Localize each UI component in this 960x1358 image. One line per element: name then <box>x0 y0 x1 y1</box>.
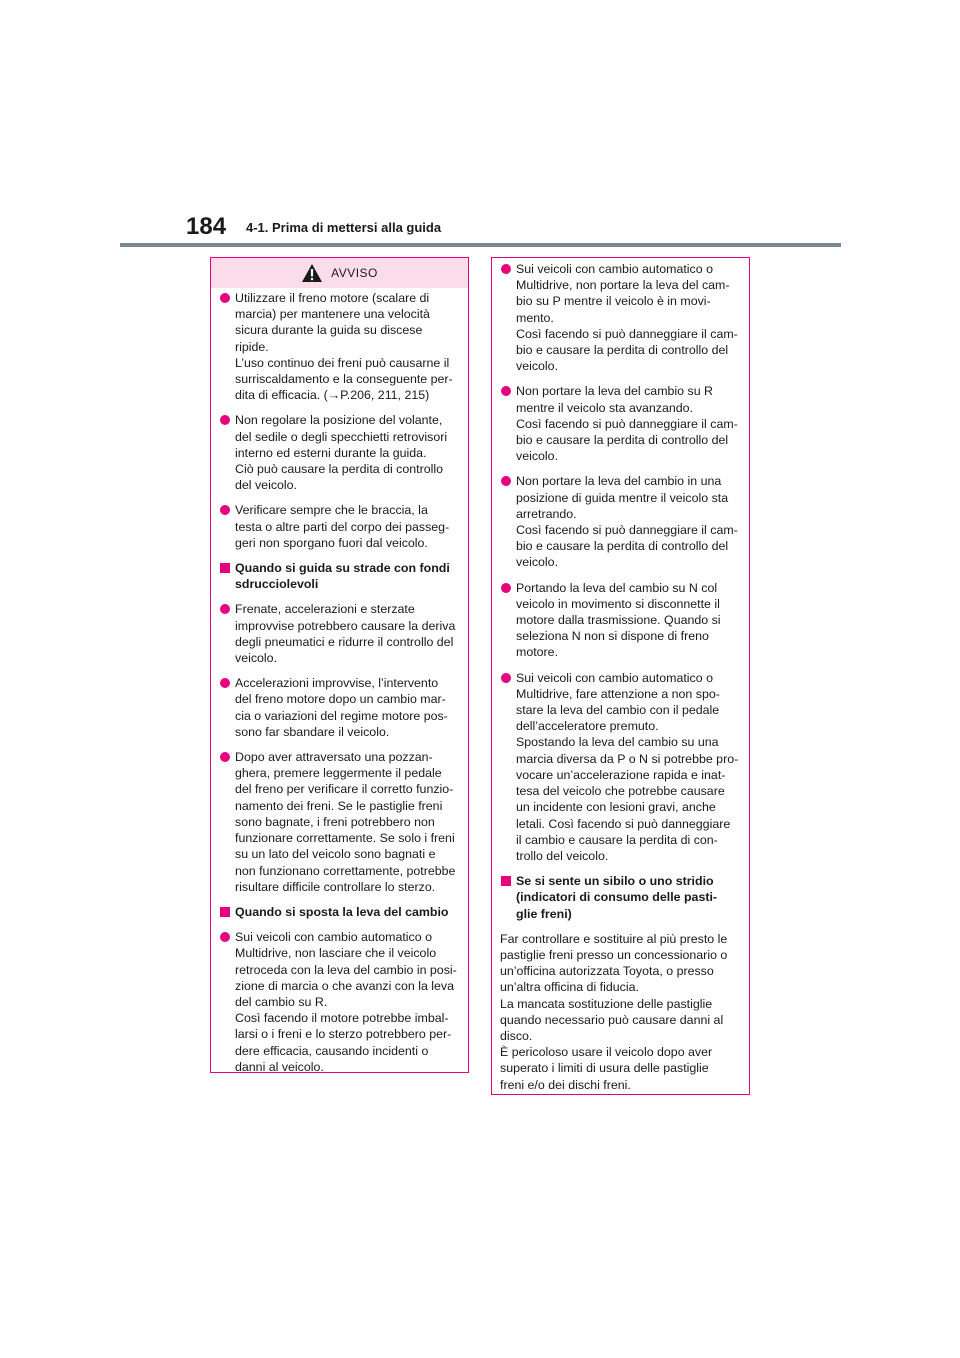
bullet-dot-icon <box>501 673 511 683</box>
list-item-text: Dopo aver attraversato una pozzan- ghera, premere leggermente il pedale del freno per verificare il corretto funzio- namento dei freni. Se le pastiglie freni sono bagnate, i freni potrebbero non funzionare correttamente. Se solo i freni su un lato del veicolo sono bagnati e non funzionano correttamente, potrebbe risultare difficile controllare lo sterzo. <box>235 750 456 894</box>
section-title: 4-1. Prima di mettersi alla guida <box>246 220 442 235</box>
list-item-text: Non regolare la posizione del volante, del sedile o degli specchietti retrovisori interno ed esterni durante la guida. Ciò può causare la perdita di controllo del veicolo. <box>235 413 448 493</box>
page-number: 184 <box>186 213 227 240</box>
subsection-heading <box>219 904 460 920</box>
square-bullet-icon <box>220 563 230 573</box>
bullet-dot-icon <box>220 752 230 762</box>
list-item-text: Utilizzare il freno motore (scalare di marcia) per mantenere una velocità sicura durante la guida su discese ripide. L’uso continuo dei freni può causarne il surriscaldamento e la conseguente per- dita di efficacia. (→P.206, 211, 215) <box>235 291 453 403</box>
brake-pad-paragraph: Far controllare e sostituire al più presto le pastiglie freni presso un concessionario o un’officina autorizzata Toyota, o presso un’altra officina di fiducia. La mancata sostituzione delle pastiglie quando necessario può causare danni al disco. È pericoloso usare il veicolo dopo aver superato i limiti di usura delle pastiglie freni e/o dei dischi freni. <box>500 931 728 1092</box>
warning-triangle-icon <box>301 263 323 283</box>
bullet-dot-icon <box>220 505 230 515</box>
list-item <box>500 261 741 374</box>
bullet-dot-icon <box>501 476 511 486</box>
list-item <box>219 601 460 666</box>
warning-box-content <box>211 288 468 1075</box>
list-item <box>500 580 741 661</box>
list-item <box>219 412 460 493</box>
warning-box-left <box>210 257 469 1073</box>
subsection-heading-text: Quando si guida su strade con fondi sdrucciolevoli <box>235 561 450 592</box>
warning-box-right <box>491 257 750 1095</box>
bullet-dot-icon <box>501 583 511 593</box>
warning-box-header <box>211 258 468 288</box>
bullet-dot-icon <box>220 932 230 942</box>
list-item-text: Portando la leva del cambio su N col veicolo in movimento si disconnette il motore dalla trasmissione. Quando si seleziona N non si dispone di freno motore. <box>516 580 721 660</box>
list-item-text: Non portare la leva del cambio su R mentre il veicolo sta avanzando. Così facendo si può danneggiare il cam- bio e causare la perdita di controllo del veicolo. <box>516 384 738 464</box>
subsection-heading <box>219 560 460 592</box>
list-item <box>219 675 460 740</box>
list-item-text: Non portare la leva del cambio in una posizione di guida mentre il veicolo sta arretrando. Così facendo si può danneggiare il cam- bio e causare la perdita di controllo del veicolo. <box>516 474 738 570</box>
subsection-heading-text: Se si sente un sibilo o uno stridio (indicatori di consumo delle pasti- glie freni) <box>516 874 718 921</box>
subsection-heading <box>500 873 741 922</box>
list-item <box>219 502 460 551</box>
subsection-heading-text: Quando si sposta la leva del cambio <box>235 904 449 919</box>
bullet-dot-icon <box>220 604 230 614</box>
bullet-dot-icon <box>220 293 230 303</box>
list-item-text: Accelerazioni improvvise, l’intervento del freno motore dopo un cambio mar- cia o variazioni del regime motore pos- sono far sbandare il veicolo. <box>235 676 448 739</box>
list-item-text: Sui veicoli con cambio automatico o Multidrive, non portare la leva del cam- bio su P mentre il veicolo è in movi- mento. Così facendo si può danneggiare il cam- bio e causare la perdita di controllo del veicolo. <box>516 262 738 374</box>
list-item-text: Verificare sempre che le braccia, la testa o altre parti del corpo dei passeg- geri non sporgano fuori dal veicolo. <box>235 503 450 550</box>
warning-box-title: AVVISO <box>331 266 378 280</box>
list-item <box>219 749 460 895</box>
bullet-dot-icon <box>220 415 230 425</box>
header-rule <box>120 243 841 247</box>
bullet-dot-icon <box>501 386 511 396</box>
warning-box-continued-content <box>492 258 749 1093</box>
list-item <box>219 929 460 1075</box>
list-item-text: Sui veicoli con cambio automatico o Multidrive, fare attenzione a non spo- stare la leva del cambio con il pedale dell’acceleratore premuto. Spostando la leva del cambio su una marcia diversa da P o N si potrebbe pro- vocare un’accelerazione rapida e inat- tesa del veicolo che potrebbe causare un incidente con lesioni gravi, anche letali. Così facendo si può danneggiare il cambio e causare la perdita di con- trollo del veicolo. <box>516 670 739 863</box>
list-item <box>500 383 741 464</box>
list-item <box>500 670 741 864</box>
list-item-text: Frenate, accelerazioni e sterzate improvvise potrebbero causare la deriva degli pneumatici e ridurre il controllo del veicolo. <box>235 602 456 666</box>
square-bullet-icon <box>220 907 230 917</box>
list-item-text: Sui veicoli con cambio automatico o Multidrive, non lasciare che il veicolo retroceda con la leva del cambio in posi- zione di marcia o che avanzi con la leva del cambio su R. Così facendo il motore potrebbe imbal- larsi o i freni e lo sterzo potrebbero per- dere efficacia, causando incidenti o danni al veicolo. <box>235 930 457 1074</box>
bullet-dot-icon <box>501 264 511 274</box>
list-item <box>219 290 460 403</box>
list-item <box>500 473 741 570</box>
square-bullet-icon <box>501 876 511 886</box>
bullet-dot-icon <box>220 678 230 688</box>
